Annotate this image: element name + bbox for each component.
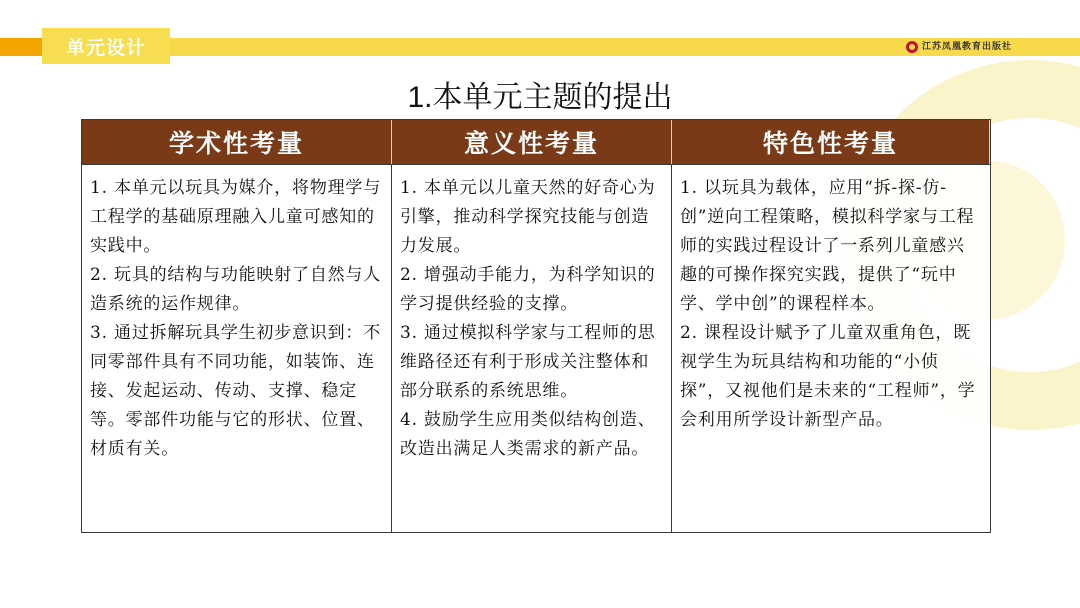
publisher-logo: [906, 39, 1012, 55]
page-title: 1.本单元主题的提出: [407, 81, 673, 114]
list-item: 1. 本单元以玩具为媒介，将物理学与工程学的基础原理融入儿童可感知的实践中。: [90, 178, 382, 256]
column-body-features: [672, 164, 990, 532]
publisher-name: 江苏凤凰教育出版社: [922, 41, 1013, 52]
column-heading-academic: 学术性考量: [82, 120, 392, 164]
column-heading-significance: 意义性考量: [392, 120, 672, 164]
section-label: 单元设计: [42, 28, 170, 64]
column-body-academic: [82, 164, 392, 532]
list-item: 1. 本单元以儿童天然的好奇心为引擎，推动科学探究技能与创造力发展。: [400, 178, 656, 256]
header-accent: [0, 38, 42, 56]
considerations-table: [81, 119, 991, 533]
list-item: 2. 增强动手能力，为科学知识的学习提供经验的支撑。: [400, 265, 656, 314]
phoenix-logo-icon: [906, 41, 918, 53]
column-body-significance: [392, 164, 672, 532]
list-item: 4. 鼓励学生应用类似结构创造、改造出满足人类需求的新产品。: [400, 410, 656, 459]
column-heading-features: 特色性考量: [672, 120, 990, 164]
list-item: 3. 通过模拟科学家与工程师的思维路径还有利于形成关注整体和部分联系的系统思维。: [400, 323, 656, 401]
list-item: 2. 玩具的结构与功能映射了自然与人造系统的运作规律。: [90, 265, 382, 314]
list-item: 3. 通过拆解玩具学生初步意识到：不同零部件具有不同功能，如装饰、连接、发起运动、传动、支撑、稳定等。零部件功能与它的形状、位置、材质有关。: [90, 323, 382, 459]
list-item: 1. 以玩具为载体，应用“拆-探-仿-创”逆向工程策略，模拟科学家与工程师的实践过程设计了一系列儿童感兴趣的可操作探究实践，提供了“玩中学、学中创”的课程样本。: [680, 178, 975, 314]
list-item: 2. 课程设计赋予了儿童双重角色，既视学生为玩具结构和功能的“小侦探”，又视他们是未来的“工程师”，学会利用所学设计新型产品。: [680, 323, 976, 430]
